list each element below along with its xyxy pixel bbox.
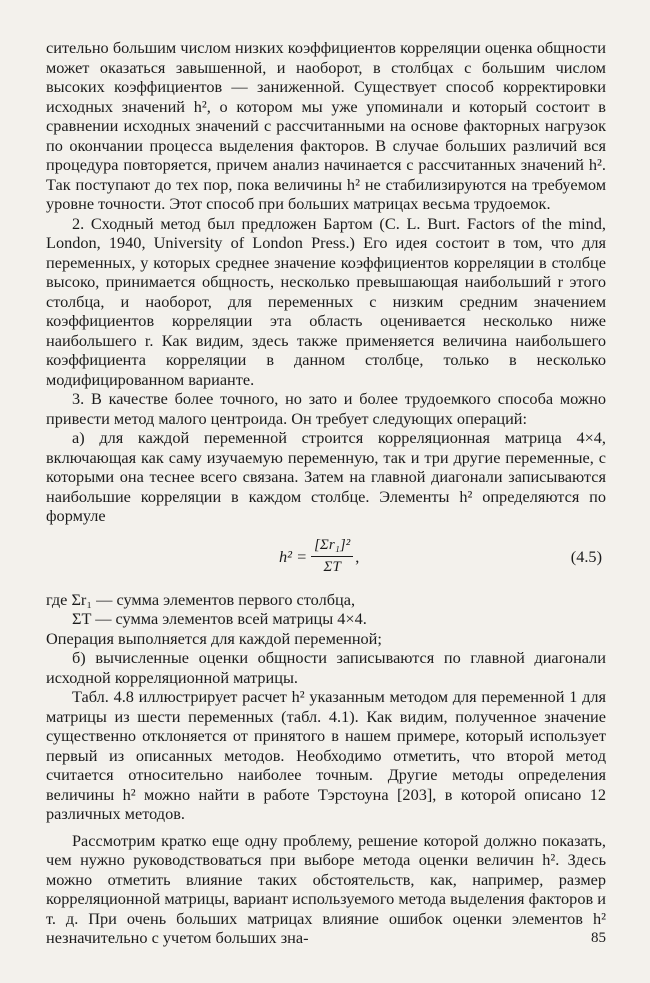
paragraph-continued: сительно большим числом низких коэффициентов корреляции оценка общности может оказаться завышенной, и наоборот, в столбцах с большим числом высоких коэффициентов — заниженной. Существует способ корректировки исходных значений h², о котором мы уже упоминали и который состоит в сравнении исходных значений с рассчитанными на основе факторных нагрузок по окончании процесса выделения факторов. В случае больших различий вся процедура повторяется, причем анализ начинается с рассчитанных значений h². Так поступают до тех пор, пока величины h² не стабилизируются на требуемом уровне точности. Этот способ при больших матрицах весьма трудоемок. — [46, 38, 606, 213]
operation-note: Операция выполняется для каждой переменной; — [46, 628, 382, 648]
formula-fraction — [279, 536, 359, 578]
page-text — [46, 38, 606, 948]
formula-lhs: h² = — [279, 546, 308, 566]
paragraph-table-4-8: Табл. 4.8 иллюстрирует расчет h² указанным методом для переменной 1 для матрицы из шести переменных (табл. 4.1). Как видим, полученное значение существенно отклоняется от принятого в нашем примере, который использует первый из описанных методов. Необходимо отметить, что второй метод считается относительно наиболее точным. Другие методы определения величины h² можно найти в работе Тэрстоуна [203], в которой описано 12 различных методов. — [46, 687, 606, 823]
formula-denominator: ΣT — [323, 559, 341, 575]
definition-sum-t: ΣT — сумма элементов всей матрицы 4×4. — [72, 609, 367, 628]
paragraph-method-2: 2. Сходный метод был предложен Бартом (C. L. Burt. Factors of the mind, London, 1940, University of London Press.) Его идея состоит в том, что для переменных, у которых среднее значение коэффициентов корреляции в столбце высоко, принимается общность, несколько превышающая наибольший r этого столбца, и наоборот, для переменных с низким средним значением коэффициентов корреляции эта область оценивается несколько ниже наибольшего r. Как видим, здесь также применяется величина наибольшего коэффициента корреляции в данном столбце, только в несколько модифицированном варианте. — [46, 213, 606, 389]
paragraph-problem: Рассмотрим кратко еще одну проблему, решение которой должно показать, чем нужно руководствоваться при выборе метода оценки величин h². Здесь можно отметить влияние таких обстоятельств, как, например, размер корреляционной матрицы, вариант используемого метода выделения факторов и т. д. При очень больших матрицах влияние ошибок оценки элементов h² незначительно с учетом больших зна- — [46, 830, 606, 947]
formula-numerator: [Σr₁]² — [311, 536, 353, 558]
formula-comma: , — [355, 546, 360, 566]
formula-4-5 — [46, 528, 606, 590]
equation-number: (4.5) — [570, 546, 602, 566]
paragraph-method-3: 3. В качестве более точного, но зато и более трудоемкого способа можно привести метод малого центроида. Он требует следующих операций: — [46, 389, 606, 428]
paragraph-step-b: б) вычисленные оценки общности записываются по главной диагонали исходной корреляционной матрицы. — [46, 648, 606, 687]
page-number: 85 — [591, 930, 606, 946]
definition-sum-r1: где Σr₁ — сумма элементов первого столбца, — [46, 589, 356, 609]
paragraph-step-a: а) для каждой переменной строится корреляционная матрица 4×4, включающая как саму изучаемую переменную, так и три другие переменные, с которыми она теснее всего связана. Затем на главной диагонали записываются наибольшие корреляции в каждом столбце. Элементы h² определяются по формуле — [46, 428, 606, 525]
formula-ratio — [311, 536, 353, 578]
